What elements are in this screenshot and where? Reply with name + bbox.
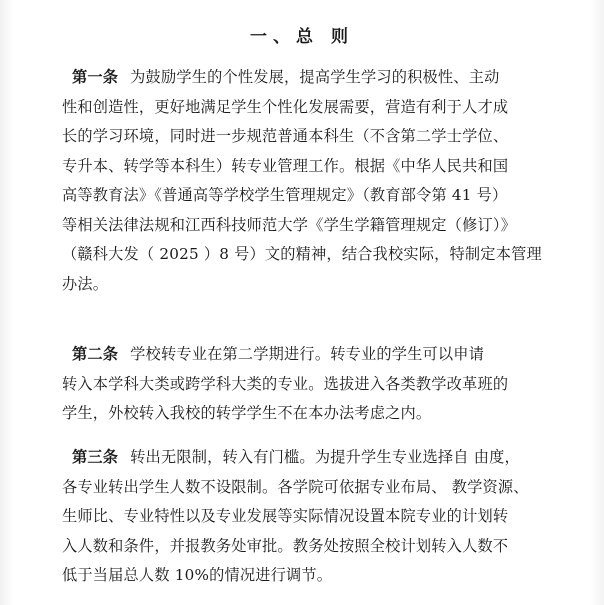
article-2-line-3: 学生，外校转入我校的转学学生不在本办法考虑之内。 [62,404,432,422]
article-2-text-1: 学校转专业在第二学期进行。转专业的学生可以申请 [130,345,485,363]
article-1-line-8: 办法。 [62,274,109,293]
article-1-line-3: 长的学习环境，同时进一步规范普通本科生（不含第二学士学位、 [62,127,509,145]
article-2-line-2: 转入本学科大类或跨学科大类的专业。选拔进入各类教学改革班的 [62,374,509,393]
article-2-line-1 [62,340,562,370]
article-1-line-7: （赣科大发（ 2025 ）8 号）文的精神，结合我校实际，特制定本管理 [62,245,542,263]
article-1-label: 第一条 [72,68,119,86]
article-1-line-6: 等相关法律法规和江西科技师范大学《学生学籍管理规定（修订）》 [62,215,517,234]
article-1-line-4: 专升本、转学等本科生）转专业管理工作。根据《中华人民共和国 [62,156,509,175]
article-1-line-2: 性和创造性，更好地满足学生个性化发展需要，营造有利于人才成 [62,97,509,116]
article-2-label: 第二条 [72,345,119,363]
article-3-line-1 [62,443,562,473]
section-title: 一、总 则 [250,27,354,47]
article-3-line-5: 低于当届总人数 10%的情况进行调节。 [62,566,333,584]
article-3-label: 第三条 [72,448,119,466]
article-1-line-5: 高等教育法》《普通高等学校学生管理规定》（教育部令第 41 号） [62,186,508,204]
article-1-text-1: 为鼓励学生的个性发展，提高学生学习的积极性、主动 [130,68,500,86]
article-3-line-3: 生师比、专业特性以及专业发展等实际情况设置本院专业的计划转 [62,507,509,525]
article-3 [62,443,562,591]
article-1-line-1 [62,63,562,93]
article-2 [62,340,562,429]
article-3-line-2: 各专业转出学生人数不设限制。各学院可依据专业布局、 教学资源、 [62,477,529,496]
article-1 [62,63,562,299]
article-3-text-1: 转出无限制，转入有门槛。为提升学生专业选择自 由度， [130,448,520,466]
article-3-line-4: 入人数和条件，并报教务处审批。教务处按照全校计划转入人数不 [62,536,509,555]
